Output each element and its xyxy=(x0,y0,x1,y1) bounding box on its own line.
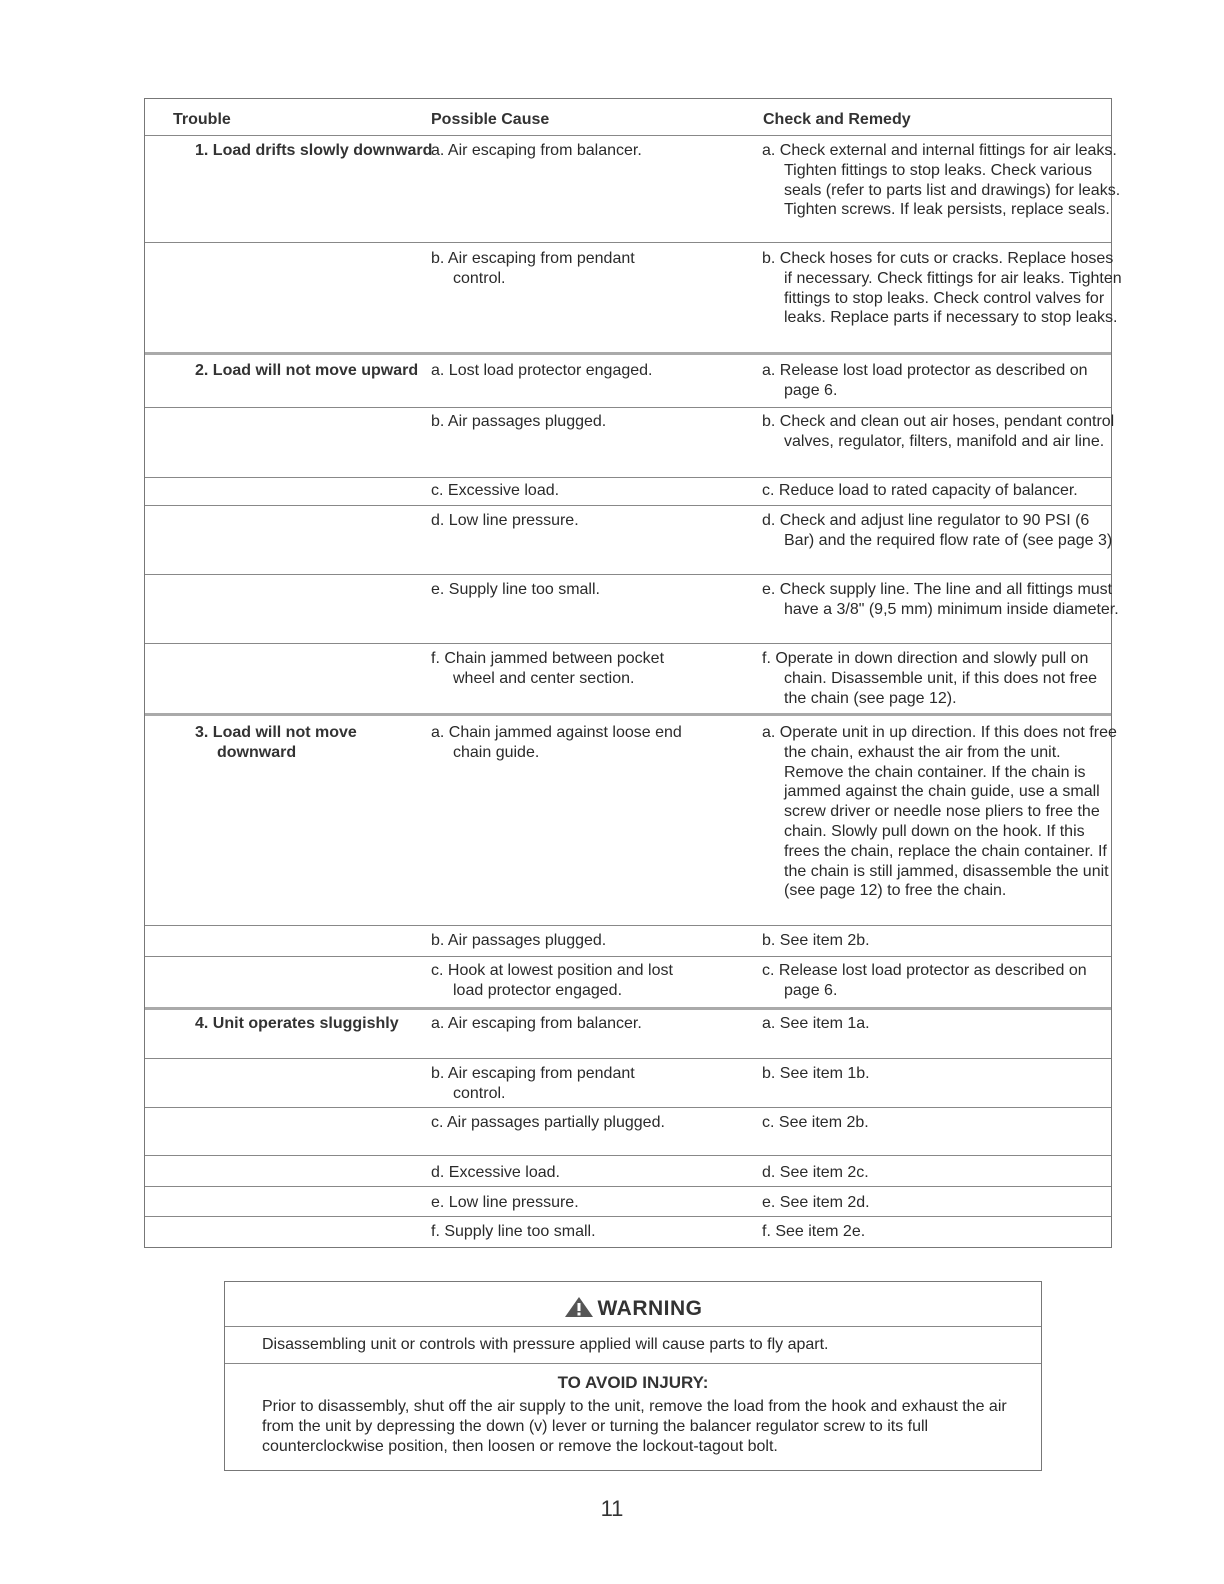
row-divider xyxy=(145,407,1111,408)
remedy-cell: b. Check and clean out air hoses, pendant control valves, regulator, filters, manifold and air line. xyxy=(762,413,1115,450)
page-number: 11 xyxy=(600,1496,624,1521)
row-divider xyxy=(145,956,1111,957)
trouble-cell: 4. Unit operates sluggishly xyxy=(195,1015,399,1032)
remedy-cell: b. See item 2b. xyxy=(762,932,870,949)
row-divider xyxy=(145,1216,1111,1217)
trouble-cell: 2. Load will not move upward xyxy=(195,362,419,379)
cause-cell: b. Air passages plugged. xyxy=(431,932,607,949)
remedy-cell: e. Check supply line. The line and all fittings must have a 3/8" (9,5 mm) minimum inside diameter. xyxy=(762,581,1119,618)
header-possible-cause: Possible Cause xyxy=(431,111,550,128)
cause-cell: f. Chain jammed between pocket wheel and center section. xyxy=(431,650,665,687)
remedy-cell: a. Release lost load protector as described on page 6. xyxy=(762,362,1088,399)
cause-cell: d. Excessive load. xyxy=(431,1164,560,1181)
avoid-injury-title: TO AVOID INJURY: xyxy=(557,1373,709,1392)
warning-title xyxy=(225,1296,1041,1321)
header-divider xyxy=(145,135,1111,136)
header-trouble: Trouble xyxy=(173,111,231,128)
remedy-cell: f. See item 2e. xyxy=(762,1223,866,1240)
cause-cell: a. Air escaping from balancer. xyxy=(431,1015,642,1032)
remedy-cell: a. Check external and internal fittings for air leaks. Tighten fittings to stop leaks. Check various seals (refer to parts list and drawings) for leaks. Tighten screws. If leak persists, replace seals. xyxy=(762,142,1121,219)
remedy-cell: d. Check and adjust line regulator to 90 PSI (6 Bar) and the required flow rate of (see page 3) xyxy=(762,512,1113,549)
header-check-remedy: Check and Remedy xyxy=(763,111,911,128)
cause-cell: b. Air escaping from pendant control. xyxy=(431,1065,635,1102)
trouble-cell: 3. Load will not move downward xyxy=(195,724,357,761)
row-divider xyxy=(145,1007,1111,1010)
remedy-cell: f. Operate in down direction and slowly pull on chain. Disassemble unit, if this does not free the chain (see page 12). xyxy=(762,650,1098,707)
cause-cell: a. Chain jammed against loose end chain guide. xyxy=(431,724,682,761)
row-divider xyxy=(145,713,1111,716)
cause-cell: f. Supply line too small. xyxy=(431,1223,596,1240)
cause-cell: c. Air passages partially plugged. xyxy=(431,1114,665,1131)
row-divider xyxy=(145,1058,1111,1059)
row-divider xyxy=(145,925,1111,926)
row-divider xyxy=(145,352,1111,355)
cause-cell: b. Air escaping from pendant control. xyxy=(431,250,635,287)
troubleshooting-table xyxy=(144,98,1122,1248)
row-divider xyxy=(145,643,1111,644)
row-divider xyxy=(145,477,1111,478)
remedy-cell: c. Reduce load to rated capacity of balancer. xyxy=(762,482,1078,499)
remedy-cell: d. See item 2c. xyxy=(762,1164,869,1181)
warning-divider-1 xyxy=(225,1326,1041,1327)
cause-cell: c. Excessive load. xyxy=(431,482,560,499)
row-divider xyxy=(145,574,1111,575)
warning-hazard-text: Disassembling unit or controls with pressure applied will cause parts to fly apart. xyxy=(262,1336,829,1353)
warning-triangle-icon xyxy=(564,1296,594,1318)
row-divider xyxy=(145,1107,1111,1108)
cause-cell: a. Air escaping from balancer. xyxy=(431,142,642,159)
cause-cell: b. Air passages plugged. xyxy=(431,413,607,430)
row-divider xyxy=(145,242,1111,243)
warning-title-text: WARNING xyxy=(597,1297,703,1320)
remedy-cell: a. Operate unit in up direction. If this does not free the chain, exhaust the air from the unit. Remove the chain container. If the chain is jammed against the chain guide, use a small screw driver or needle nose pliers to free the chain. Slowly pull down on the hook. If this frees the chain, replace the chain container. If the chain is still jammed, disassemble the unit (see page 12) to free the chain. xyxy=(762,724,1117,900)
cause-cell: e. Low line pressure. xyxy=(431,1194,579,1211)
remedy-cell: b. Check hoses for cuts or cracks. Replace hoses if necessary. Check fittings for air leaks. Tighten fittings to stop leaks. Check control valves for leaks. Replace parts if necessary to stop leaks. xyxy=(762,250,1122,327)
row-divider xyxy=(145,505,1111,506)
trouble-cell: 1. Load drifts slowly downward xyxy=(195,142,433,159)
remedy-cell: b. See item 1b. xyxy=(762,1065,870,1082)
avoid-injury-text: Prior to disassembly, shut off the air supply to the unit, remove the load from the hook and exhaust the air from the unit by depressing the down (v) lever or turning the balancer regulator screw to its full counterclockwise position, then loosen or remove the lockout-tagout bolt. xyxy=(262,1398,1007,1455)
cause-cell: e. Supply line too small. xyxy=(431,581,600,598)
remedy-cell: e. See item 2d. xyxy=(762,1194,870,1211)
remedy-cell: c. Release lost load protector as described on page 6. xyxy=(762,962,1087,999)
row-divider xyxy=(145,1186,1111,1187)
cause-cell: d. Low line pressure. xyxy=(431,512,579,529)
warning-box xyxy=(224,1281,1042,1471)
warning-divider-2 xyxy=(225,1363,1041,1364)
cause-cell: c. Hook at lowest position and lost load protector engaged. xyxy=(431,962,673,999)
remedy-cell: a. See item 1a. xyxy=(762,1015,870,1032)
row-divider xyxy=(145,1155,1111,1156)
cause-cell: a. Lost load protector engaged. xyxy=(431,362,653,379)
remedy-cell: c. See item 2b. xyxy=(762,1114,869,1131)
